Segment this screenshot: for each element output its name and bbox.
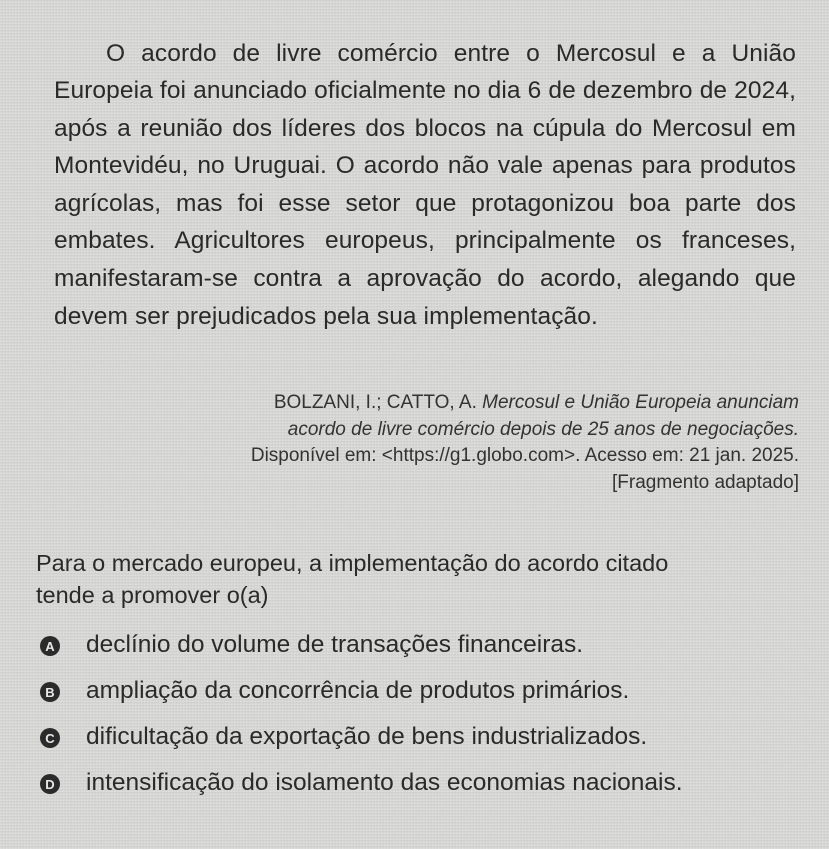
option-b[interactable]: [40, 668, 810, 714]
citation-title-part-2: acordo de livre comércio depois de 25 anos de negociações.: [287, 418, 799, 440]
option-c-letter-badge: C: [40, 728, 60, 748]
option-d-text: intensificação do isolamento das economias nacionais.: [86, 769, 683, 796]
citation-authors: BOLZANI, I.; CATTO, A.: [273, 392, 483, 413]
option-a-text: declínio do volume de transações financeiras.: [86, 631, 584, 658]
citation-line-2: [139, 417, 799, 444]
answer-options: [40, 622, 810, 806]
option-d-letter-badge: D: [40, 774, 60, 794]
question-line-1: Para o mercado europeu, a implementação do acordo citado: [36, 550, 669, 576]
option-b-letter-badge: B: [40, 682, 60, 702]
option-a-letter-badge: A: [40, 636, 60, 656]
option-a[interactable]: [40, 622, 810, 668]
option-d[interactable]: [40, 760, 810, 806]
option-b-text: ampliação da concorrência de produtos primários.: [86, 677, 630, 704]
option-c[interactable]: [40, 714, 810, 760]
option-c-text: dificultação da exportação de bens industrializados.: [86, 723, 648, 750]
citation-line-1: [139, 390, 799, 417]
question-prompt: [36, 547, 796, 611]
passage-text: O acordo de livre comércio entre o Mercosul e a União Europeia foi anunciado oficialmente no dia 6 de dezembro de 2024, após a reunião dos líderes dos blocos na cúpula do Mercosul em Montevidéu, no Uruguai. O acordo não vale apenas para produtos agrícolas, mas foi esse setor que protagonizou boa parte dos embates. Agricultores europeus, principalmente os franceses, manifestaram-se contra a aprovação do acordo, alegando que devem ser prejudicados pela sua implementação.: [54, 39, 796, 330]
citation-title-part-1: Mercosul e União Europeia anunciam: [482, 392, 799, 413]
citation-note: [Fragmento adaptado]: [612, 471, 799, 493]
citation-availability: Disponível em: <https://g1.globo.com>. Acesso em: 21 jan. 2025.: [250, 445, 799, 466]
question-line-2: tende a promover o(a): [36, 582, 269, 608]
source-citation: [139, 390, 799, 496]
